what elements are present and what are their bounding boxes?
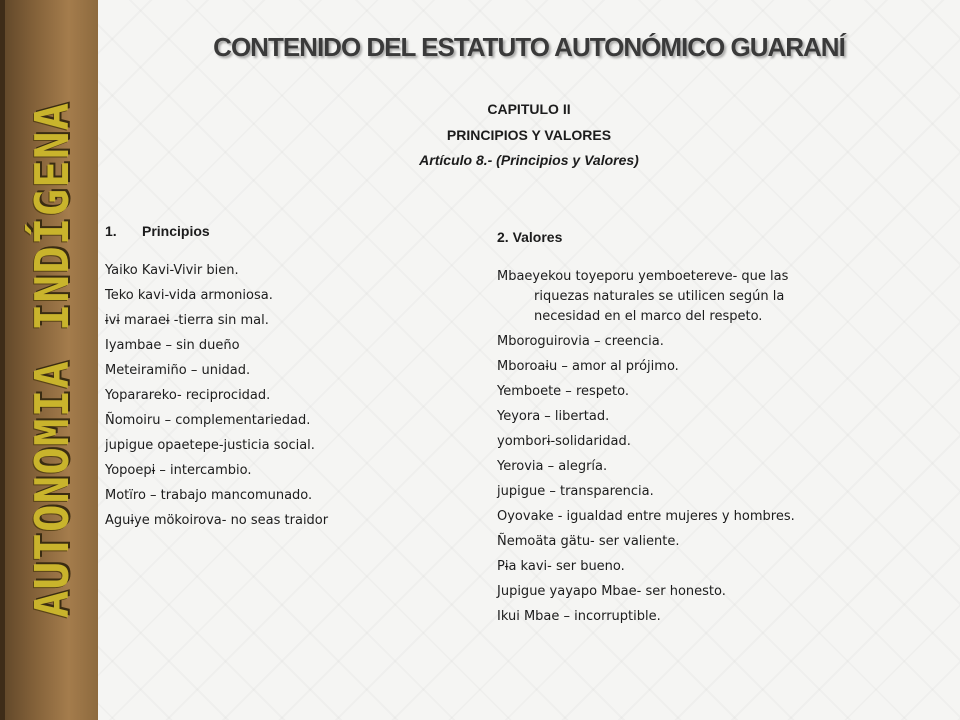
principios-number: 1. [105, 223, 117, 239]
sidebar-banner [0, 0, 98, 720]
article-heading: Artículo 8.- (Principios y Valores) [419, 152, 639, 168]
list-item: jupigue opaetepe-justicia social. [105, 438, 315, 453]
list-item: Mboroaɨu – amor al prójimo. [497, 359, 679, 374]
list-item: Motïro – trabajo mancomunado. [105, 488, 313, 503]
list-item: Meteiramiño – unidad. [105, 363, 251, 378]
list-item: Yerovia – alegría. [497, 459, 608, 474]
list-item: Ñomoiru – complementariedad. [105, 413, 311, 428]
valores-heading: 2. Valores [497, 229, 563, 245]
list-item: yomborɨ-solidaridad. [497, 434, 631, 449]
list-item: Mboroguirovia – creencia. [497, 334, 664, 349]
list-item: Aguɨye mökoirova- no seas traidor [105, 513, 329, 528]
list-item: Ikui Mbae – incorruptible. [497, 609, 661, 624]
list-item: Teko kavi-vida armoniosa. [105, 288, 273, 303]
list-item: Yopoepɨ – intercambio. [105, 463, 252, 478]
list-item: Yaiko Kavi-Vivir bien. [105, 263, 239, 278]
list-item: ɨvɨ maraeɨ -tierra sin mal. [105, 313, 269, 328]
principios-list [105, 261, 475, 531]
sidebar-vertical-title: AUTONOMIA INDÍGENA [25, 101, 79, 619]
principios-heading-text: Principios [142, 223, 210, 239]
sidebar-stripe [0, 0, 5, 720]
list-item: Oyovake - igualdad entre mujeres y hombres. [497, 509, 795, 524]
list-item: Yeyora – libertad. [497, 409, 610, 424]
list-item: Pɨa kavi- ser bueno. [497, 559, 625, 574]
list-item: Iyambae – sin dueño [105, 338, 240, 353]
valores-list [497, 267, 827, 627]
list-item: Ñemoäta gätu- ser valiente. [497, 534, 680, 549]
list-item: Yoparareko- reciprocidad. [105, 388, 271, 403]
list-item: Jupigue yayapo Mbae- ser honesto. [497, 584, 726, 599]
list-item: Mbaeyekou toyeporu yemboetereve- que las riquezas naturales se utilicen según la necesidad en el marco del respeto. [497, 269, 789, 324]
chapter-heading: CAPITULO II [487, 101, 571, 117]
principios-column [105, 223, 475, 536]
slide-title: CONTENIDO DEL ESTATUTO AUTONÓMICO GUARANÍ [213, 32, 845, 62]
list-item: Yemboete – respeto. [497, 384, 629, 399]
principios-heading [105, 223, 475, 239]
list-item: jupigue – transparencia. [497, 484, 654, 499]
chapter-subtitle: PRINCIPIOS Y VALORES [446, 127, 612, 143]
valores-column [497, 229, 827, 632]
